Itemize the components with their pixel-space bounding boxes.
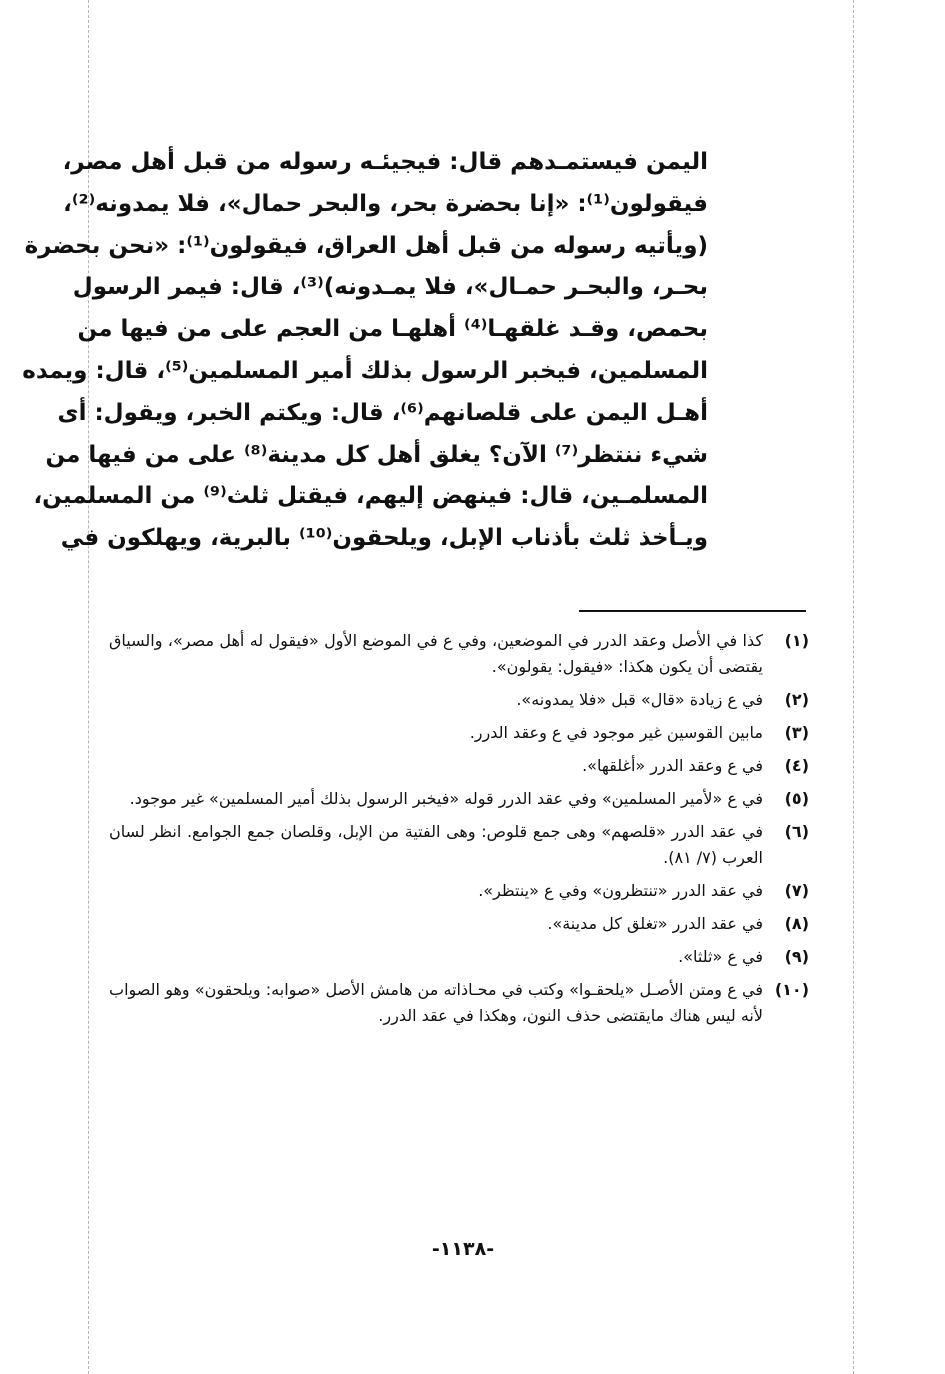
footnote-text: في عقد الدرر «قلصهم» وهى جمع قلوص: وهى الفتية من الإبل، وقلصان جمع الجوامع. انظر لسان العرب (٧/ ٨١). (109, 822, 763, 867)
footnote (109, 878, 809, 904)
footnote-text: في ع «ثلثا». (678, 947, 763, 966)
body-line: فيقولون⁽¹⁾: «إنا بحضرة بحر، والبحر حمال»، فلا يمدونه⁽²⁾، (63, 190, 708, 217)
footnote-number: (٩) (784, 947, 809, 966)
footnote-text: في ع ومتن الأصـل «يلحقـوا» وكتب في محـاذاته من هامش الأصل «صوابه: ويلحقون» وهو الصواب لأنه ليس هناك مايقتضى حذف النون، وهكذا في عقد الدرر. (109, 980, 763, 1025)
body-line: ويـأخذ ثلث بأذناب الإبل، ويلحقون⁽¹⁰⁾ بالبرية، ويهلكون في (60, 525, 708, 552)
footnote-text: مابين القوسين غير موجود في ع وعقد الدرر. (469, 723, 763, 742)
footnote-text: في ع «لأمير المسلمين» وفي عقد الدرر قوله «فيخبر الرسول بذلك أمير المسلمين» غير موجود. (129, 789, 763, 808)
body-line: بحمص، وقـد غلقهـا⁽⁴⁾ أهلهـا من العجم على من فيها من (77, 316, 708, 343)
body-line: المسلمـين، قال: فينهض إليهم، فيقتل ثلث⁽⁹⁾ من المسلمين، (33, 483, 708, 510)
footnote (109, 786, 809, 812)
footnote-number: (٨) (784, 914, 809, 933)
body-line: بحـر، والبحـر حمـال»، فلا يمـدونه)⁽³⁾، قال: فيمر الرسول (72, 274, 708, 301)
footnote-text: في ع زيادة «قال» قبل «فلا يمدونه». (516, 690, 763, 709)
footnote (109, 628, 809, 680)
footnote (109, 911, 809, 937)
margin-guide-right (853, 0, 854, 1374)
footnotes-list (109, 628, 809, 1036)
body-line: شيء ننتظر⁽⁷⁾ الآن؟ يغلق أهل كل مدينة⁽⁸⁾ على من فيها من (45, 441, 708, 468)
footnote (109, 944, 809, 970)
footnote-number: (١٠) (774, 980, 809, 999)
page-number: -١١٣٨- (431, 1238, 495, 1260)
body-line: المسلمين، فيخبر الرسول بذلك أمير المسلمين⁽⁵⁾، قال: ويمده (22, 357, 708, 384)
footnote-number: (٥) (784, 789, 809, 808)
footnote-text: في عقد الدرر «تنتظرون» وفي ع «ينتظر». (478, 881, 763, 900)
footnote (109, 819, 809, 871)
body-line: اليمن فيستمـدهم قال: فيجيئـه رسوله من قبل أهل مصر، (62, 149, 708, 175)
footnote-number: (٢) (784, 690, 809, 709)
footnote (109, 687, 809, 713)
footnote (109, 753, 809, 779)
footnote-text: في ع وعقد الدرر «أغلقها». (582, 756, 763, 775)
footnote (109, 720, 809, 746)
footnote-number: (٧) (784, 881, 809, 900)
footnote-number: (١) (784, 631, 809, 650)
footnote-number: (٦) (784, 822, 809, 841)
main-body-text (22, 142, 708, 560)
footnote-number: (٣) (784, 723, 809, 742)
footnote-text: في عقد الدرر «تغلق كل مدينة». (547, 914, 763, 933)
footnote-number: (٤) (784, 756, 809, 775)
footnote (109, 977, 809, 1029)
footnote-separator (579, 610, 806, 612)
body-line: أهـل اليمن على قلصانهم⁽⁶⁾، قال: ويكتم الخبر، ويقول: أى (57, 399, 708, 426)
body-line: (ويأتيه رسوله من قبل أهل العراق، فيقولون⁽¹⁾: «نحن بحضرة (24, 232, 708, 259)
footnote-text: كذا في الأصل وعقد الدرر في الموضعين، وفي ع في الموضع الأول «فيقول له أهل مصر»، والسياق يقتضى أن يكون هكذا: «فيقول: يقولون». (109, 631, 763, 676)
